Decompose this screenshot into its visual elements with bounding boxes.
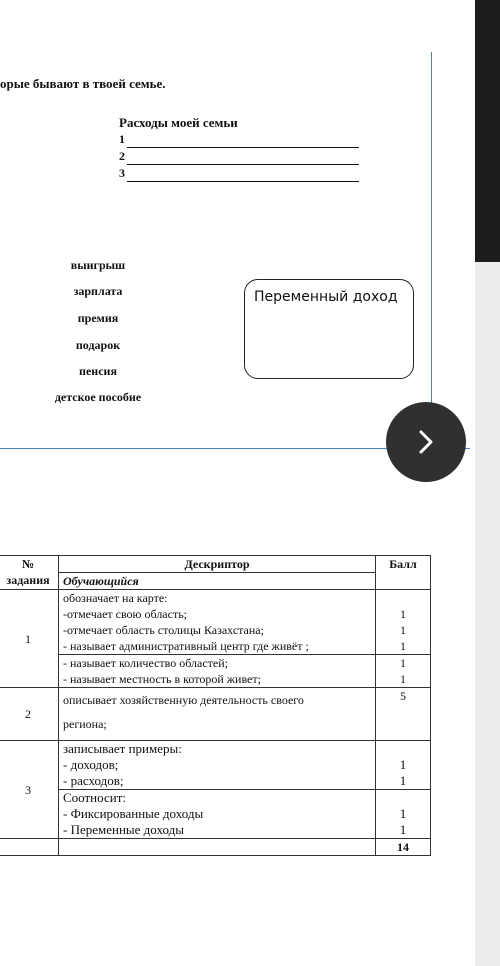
income-word: зарплата	[73, 284, 123, 298]
descriptor-line: Соотносит:	[63, 790, 126, 805]
descriptor-line: - доходов;	[63, 757, 119, 772]
task-number: 1	[0, 590, 59, 688]
descriptor-line: -отмечает область столицы Казахстана;	[63, 623, 264, 637]
descriptor-line: записывает примеры:	[63, 741, 182, 756]
score-value	[380, 741, 426, 757]
table-row	[0, 688, 431, 741]
score-value: 1	[400, 623, 406, 637]
header-descriptor: Дескриптор	[59, 556, 376, 573]
scrollbar-track[interactable]	[475, 0, 500, 966]
score-value: 1	[400, 639, 406, 653]
descriptor-line: - Фиксированные доходы	[63, 806, 204, 821]
scrollbar-thumb[interactable]	[475, 0, 500, 262]
descriptor-table	[0, 555, 431, 856]
descriptor-cell	[59, 741, 376, 790]
variable-income-box	[244, 279, 414, 379]
income-word: детское пособие	[54, 390, 142, 404]
expenses-title: Расходы моей семьи	[119, 115, 238, 130]
table-row	[0, 741, 431, 790]
score-value: 1	[400, 672, 406, 686]
expense-line-number: 2	[119, 149, 125, 163]
expense-line-number: 3	[119, 166, 125, 180]
score-value	[380, 590, 426, 606]
descriptor-line: обозначает на карте:	[63, 591, 168, 605]
descriptor-line: - называет административный центр где живёт ;	[63, 639, 309, 653]
table-row	[0, 655, 431, 688]
income-word: подарок	[75, 338, 121, 352]
table-header-row	[0, 556, 431, 573]
descriptor-line: -отмечает свою область;	[63, 607, 188, 621]
next-button[interactable]	[386, 402, 466, 482]
descriptor-line: - Переменные доходы	[63, 822, 184, 837]
score-value: 1	[399, 822, 407, 837]
descriptor-line: - называет количество областей;	[63, 656, 229, 670]
score-value	[380, 790, 426, 806]
descriptor-line: - называет местность в которой живет;	[63, 672, 261, 686]
descriptor-cell	[59, 655, 376, 688]
descriptor-line: - расходов;	[63, 773, 124, 788]
income-word: выигрыш	[70, 258, 126, 272]
score-value: 5	[400, 689, 406, 703]
score-value: 1	[400, 656, 406, 670]
score-value: 1	[399, 757, 407, 772]
subheader-student: Обучающийся	[59, 573, 376, 590]
income-word: премия	[77, 311, 119, 325]
task-number: 3	[0, 741, 59, 839]
score-value: 1	[399, 806, 407, 821]
chevron-right-icon	[413, 429, 439, 455]
descriptor-cell	[59, 790, 376, 839]
descriptor-cell	[59, 590, 376, 655]
expense-line-2	[119, 151, 359, 165]
income-word: пенсия	[79, 364, 117, 378]
header-task-number: № задания	[0, 556, 59, 590]
score-cell	[376, 688, 431, 741]
expense-line-1	[119, 134, 359, 148]
table-row	[0, 590, 431, 655]
expense-line-3	[119, 168, 359, 182]
expense-line-number: 1	[119, 132, 125, 146]
score-value: 1	[399, 773, 407, 788]
task-intro-text: орые бывают в твоей семье.	[0, 76, 166, 91]
task-number: 2	[0, 688, 59, 741]
score-cell	[376, 741, 431, 790]
page-margin-line	[431, 52, 432, 407]
score-cell	[376, 790, 431, 839]
header-score: Балл	[376, 556, 431, 590]
score-cell	[376, 590, 431, 655]
score-value: 1	[400, 607, 406, 621]
table-row	[0, 790, 431, 839]
descriptor-line: описывает хозяйственную деятельность своего	[63, 693, 304, 707]
score-cell	[376, 655, 431, 688]
table-subheader-row	[0, 573, 431, 590]
variable-income-label: Переменный доход	[254, 289, 398, 305]
descriptor-cell	[59, 688, 376, 741]
table-total-row	[0, 839, 431, 856]
total-score: 14	[376, 839, 431, 856]
descriptor-line: региона;	[63, 717, 107, 731]
